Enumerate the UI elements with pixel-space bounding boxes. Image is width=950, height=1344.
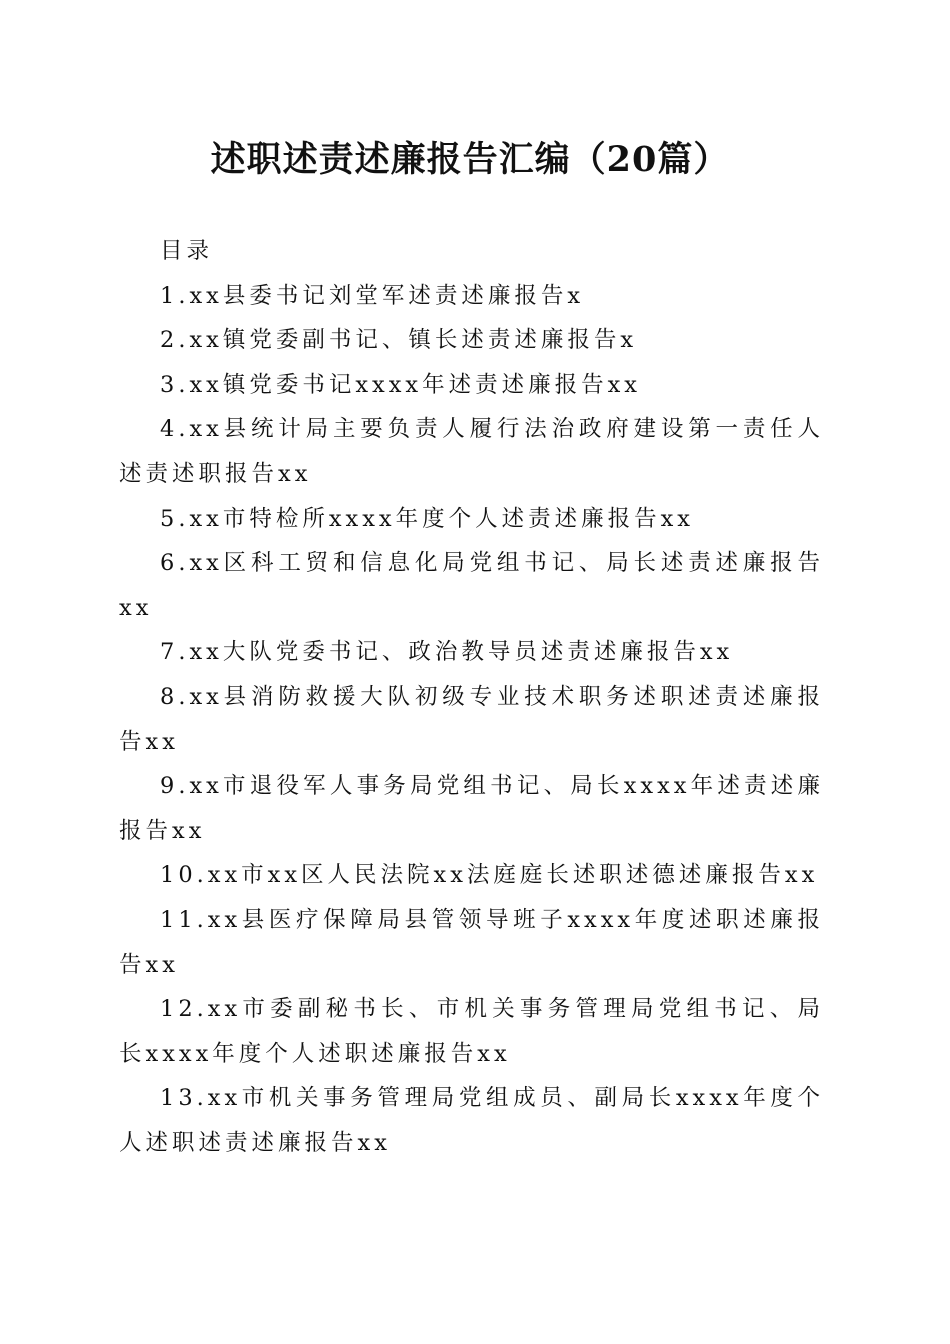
- table-of-contents: [119, 229, 824, 1165]
- toc-item: 10.xx市xx区人民法院xx法庭庭长述职述德述廉报告xx: [160, 862, 819, 889]
- toc-item: 7.xx大队党委书记、政治教导员述责述廉报告xx: [160, 639, 734, 666]
- toc-item: 5.xx市特检所xxxx年度个人述责述廉报告xx: [160, 505, 694, 532]
- toc-item: 1.xx县委书记刘堂军述责述廉报告x: [160, 282, 585, 309]
- toc-item: 6.xx区科工贸和信息化局党组书记、局长述责述廉报告xx: [119, 550, 824, 621]
- toc-item: 4.xx县统计局主要负责人履行法治政府建设第一责任人述责述职报告xx: [119, 416, 824, 487]
- toc-item: 13.xx市机关事务管理局党组成员、副局长xxxx年度个人述职述责述廉报告xx: [119, 1085, 824, 1156]
- toc-item: 3.xx镇党委书记xxxx年述责述廉报告xx: [160, 371, 641, 398]
- toc-item: 12.xx市委副秘书长、市机关事务管理局党组书记、局长xxxx年度个人述职述廉报告xx: [119, 996, 824, 1067]
- toc-heading: 目录: [160, 238, 214, 264]
- toc-item: 11.xx县医疗保障局县管领导班子xxxx年度述职述廉报告xx: [119, 906, 824, 978]
- toc-item: 9.xx市退役军人事务局党组书记、局长xxxx年述责述廉报告xx: [119, 773, 824, 844]
- toc-item: 8.xx县消防救援大队初级专业技术职务述职述责述廉报告xx: [119, 683, 824, 755]
- document-title: 述职述责述廉报告汇编（20篇）: [210, 139, 730, 180]
- toc-item: 2.xx镇党委副书记、镇长述责述廉报告x: [160, 327, 638, 354]
